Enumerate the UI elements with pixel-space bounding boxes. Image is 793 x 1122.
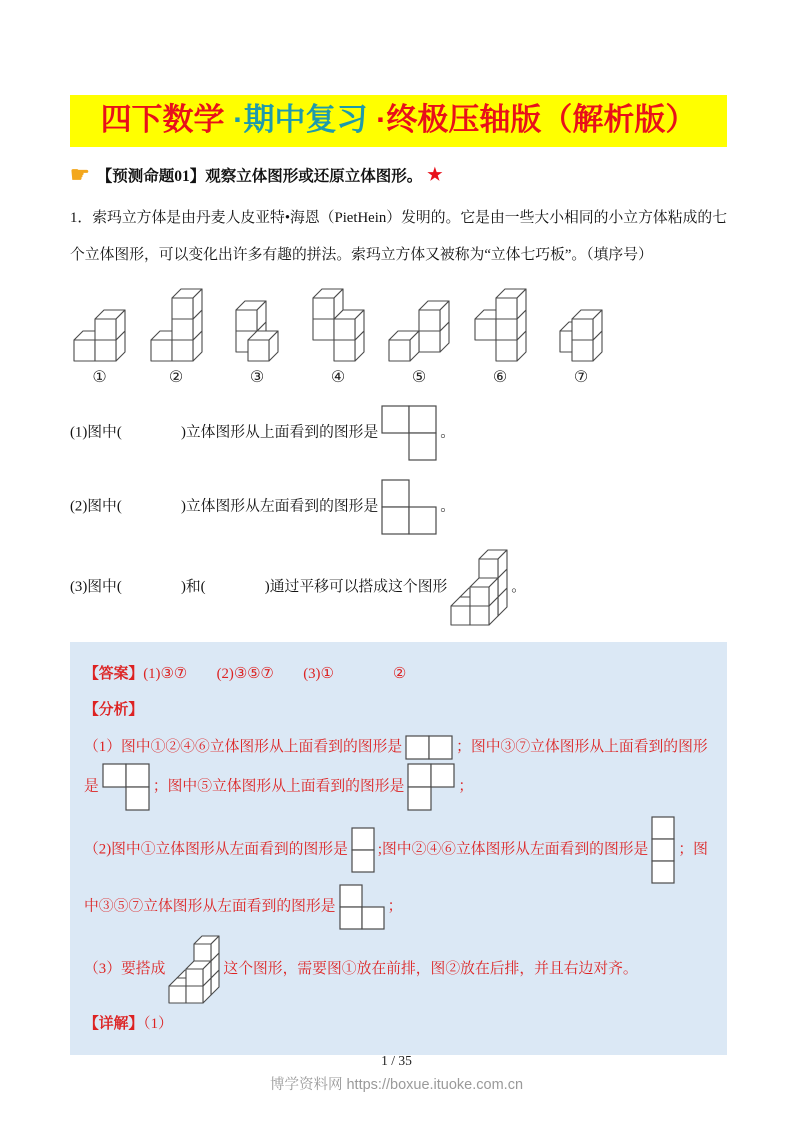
page-number: 1 / 35 bbox=[381, 1053, 412, 1068]
cube-drawing-1 bbox=[70, 309, 129, 362]
soma-figure-7 bbox=[547, 300, 615, 387]
answer-line bbox=[84, 659, 713, 690]
cube-drawing-2 bbox=[147, 288, 206, 362]
view-shape-top37 bbox=[102, 763, 150, 811]
cube-figure-fig1 bbox=[73, 309, 126, 362]
cube-figure-fig7 bbox=[550, 300, 612, 362]
label-text: 【详解】 bbox=[84, 1015, 144, 1032]
view-shape-left357 bbox=[339, 884, 385, 930]
pointing-hand-icon: ☛ bbox=[70, 161, 90, 187]
label-text: 【分析】 bbox=[84, 702, 144, 719]
text-run: ;图中②④⑥立体图形从左面看到的图形是 bbox=[377, 840, 649, 857]
label-text: 【答案】 bbox=[84, 666, 144, 683]
sub-question-3 bbox=[70, 549, 727, 626]
text-run: （3）要搭成 bbox=[84, 960, 166, 977]
text-run: ；图中⑤立体图形从上面看到的图形是 bbox=[152, 777, 405, 794]
soma-figure-1 bbox=[70, 309, 129, 387]
cube-figure-fig6 bbox=[474, 288, 527, 362]
view-shape-v2 bbox=[351, 827, 375, 873]
soma-figure-5 bbox=[385, 300, 453, 387]
cube-figure-fig5 bbox=[388, 300, 450, 362]
cube-drawing-5 bbox=[385, 300, 453, 362]
cube-figure-target bbox=[168, 935, 220, 1004]
text-run: （2)图中①立体图形从左面看到的图形是 bbox=[84, 840, 348, 857]
view-shape-left357 bbox=[381, 479, 437, 535]
text-run: ； bbox=[458, 777, 474, 794]
cube-drawing-6 bbox=[471, 288, 530, 362]
text-run: （1） bbox=[143, 1015, 173, 1032]
view-shape-top37 bbox=[381, 405, 437, 461]
topic-heading-text: 【预测命题01】观察立体图形或还原立体图形。 bbox=[96, 167, 423, 185]
figure-number-label: ⑥ bbox=[492, 369, 508, 387]
analysis-part-1 bbox=[84, 732, 713, 811]
text-run: ； bbox=[387, 897, 403, 914]
text-run: (1)③⑦ (2)③⑤⑦ (3)① ② bbox=[143, 666, 407, 683]
detail-label-line bbox=[84, 1009, 713, 1040]
star-icon: ★ bbox=[427, 165, 443, 185]
text-run: (2)图中( )立体图形从左面看到的图形是 bbox=[70, 498, 379, 515]
soma-figures-row bbox=[70, 288, 615, 387]
soma-figure-2 bbox=[147, 288, 206, 387]
question-1-text: 1．索玛立方体是由丹麦人皮亚特•海恩（PietHein）发明的。它是由一些大小相同的小立方体粘成的七个立体图形，可以变化出许多有趣的拼法。索玛立方体又被称为“立体七巧板”。（填序号） bbox=[70, 209, 727, 263]
figure-number-label: ① bbox=[92, 369, 107, 387]
figure-number-label: ⑤ bbox=[411, 369, 427, 387]
text-run: ；图中③⑤⑦立体图形从左面看到的图形是 bbox=[84, 840, 708, 914]
soma-figure-6 bbox=[471, 288, 530, 387]
view-shape-v3 bbox=[651, 816, 675, 884]
view-shape-top5 bbox=[407, 763, 455, 811]
soma-figure-3 bbox=[223, 300, 291, 387]
title-part-edition: ·终极压轴版（解析版） bbox=[367, 102, 697, 137]
text-run: ；图中③⑦立体图形从上面看到的图形是 bbox=[84, 738, 708, 794]
sub-question-1 bbox=[70, 405, 727, 461]
cube-figure-fig4 bbox=[312, 288, 365, 362]
site-watermark: 博学资料网 https://boxue.ituoke.com.cn bbox=[269, 1077, 524, 1093]
text-run: (1)图中( )立体图形从上面看到的图形是 bbox=[70, 424, 379, 441]
soma-figure-4 bbox=[309, 288, 368, 387]
text-run: 。 bbox=[440, 498, 456, 515]
page-footer bbox=[0, 1053, 793, 1094]
analysis-part-2 bbox=[84, 816, 713, 930]
sub-question-2 bbox=[70, 479, 727, 535]
title-part-review: ·期中复习 bbox=[224, 102, 368, 137]
topic-heading bbox=[70, 161, 727, 187]
cube-drawing-7 bbox=[547, 300, 615, 362]
figure-number-label: ⑦ bbox=[573, 369, 589, 387]
cube-drawing-4 bbox=[309, 288, 368, 362]
title-banner bbox=[70, 95, 727, 147]
cube-figure-fig3 bbox=[226, 300, 288, 362]
text-run: （1）图中①②④⑥立体图形从上面看到的图形是 bbox=[84, 738, 403, 755]
cube-figure-target bbox=[450, 549, 508, 626]
text-run: 。 bbox=[511, 579, 527, 596]
view-shape-h2 bbox=[405, 735, 453, 760]
answer-analysis-box bbox=[70, 642, 727, 1054]
title-part-subject: 四下数学 bbox=[100, 102, 225, 137]
text-run: 。 bbox=[440, 424, 456, 441]
cube-drawing-3 bbox=[223, 300, 291, 362]
figure-number-label: ③ bbox=[249, 369, 265, 387]
analysis-part-3 bbox=[84, 935, 713, 1004]
analysis-label bbox=[84, 695, 713, 726]
figure-number-label: ② bbox=[168, 369, 184, 387]
text-run: (3)图中( )和( )通过平移可以搭成这个图形 bbox=[70, 579, 448, 596]
figure-number-label: ④ bbox=[330, 369, 346, 387]
text-run: 这个图形，需要图①放在前排，图②放在后排，并且右边对齐。 bbox=[223, 960, 638, 977]
cube-figure-fig2 bbox=[150, 288, 203, 362]
